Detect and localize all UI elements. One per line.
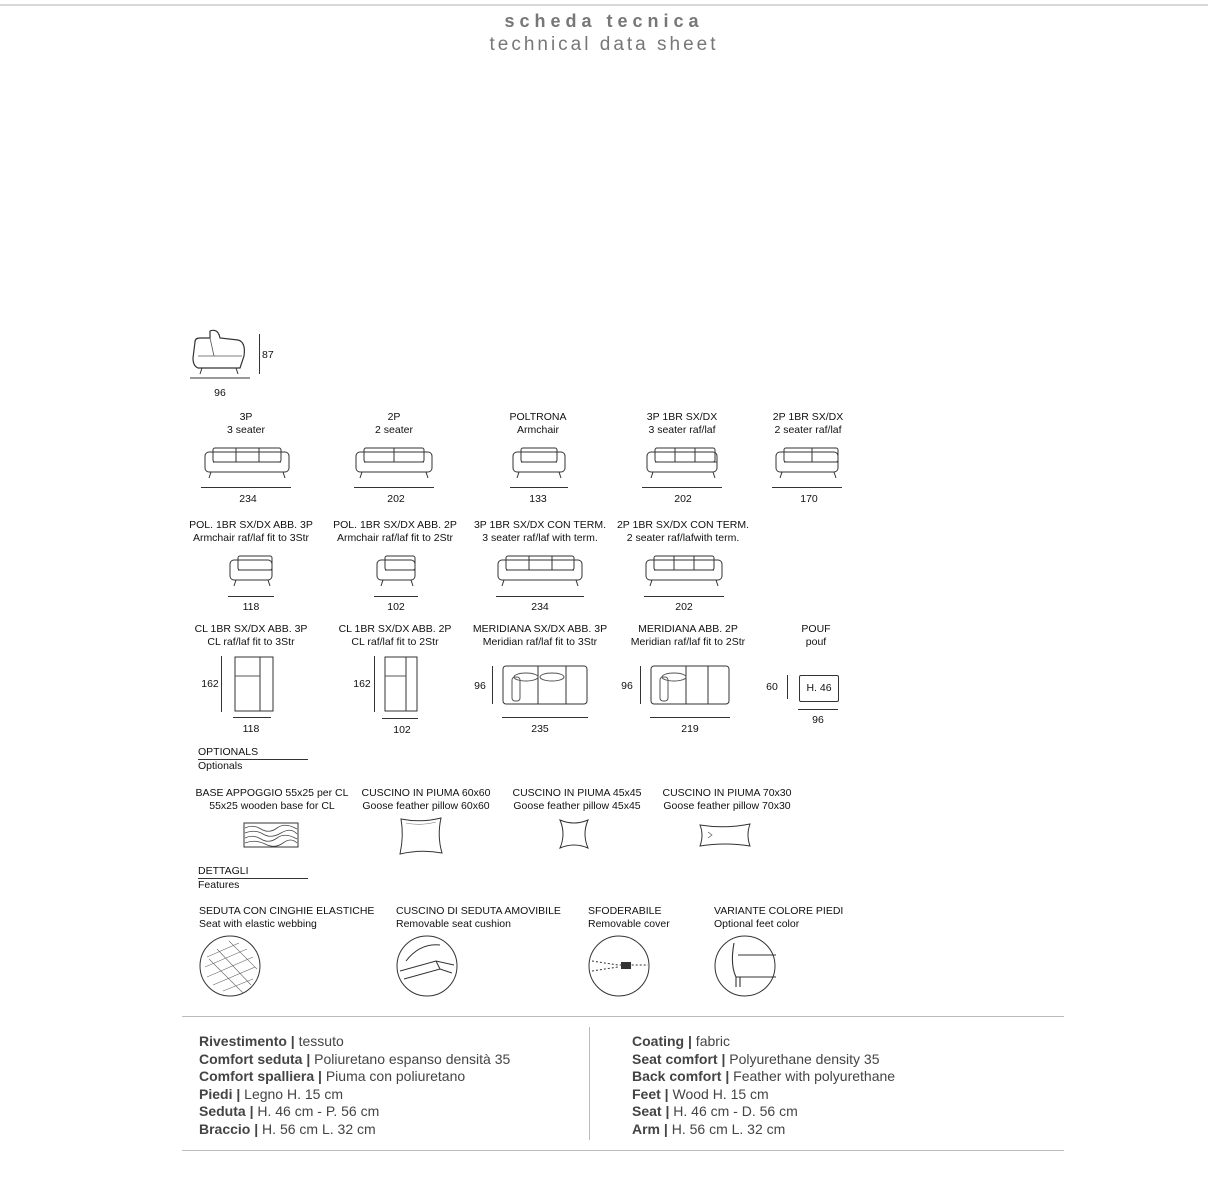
feature-elastic-webbing-label: SEDUTA CON CINGHIE ELASTICHE Seat with elastic webbing	[199, 905, 375, 930]
pillow-70-icon	[698, 822, 752, 848]
width-2p-1br: 170	[800, 493, 818, 505]
optional-pillow-70-label: CUSCINO IN PIUMA 70x30 Goose feather pillow 70x30	[662, 787, 792, 812]
specs-top-rule	[182, 1016, 1064, 1017]
width-3p-1br: 202	[674, 493, 692, 505]
depth-line-meridian-2p	[640, 666, 641, 704]
width-line-armchair	[510, 487, 568, 488]
model-2p-label: 2P 2 seater	[375, 411, 413, 436]
sofa-3p-drawing	[203, 444, 291, 480]
depth-meridian-3p: 96	[474, 680, 486, 692]
depth-line-pouf	[787, 675, 788, 699]
spec-row: Feet | Wood H. 15 cm	[632, 1085, 769, 1102]
width-line-pol-2p	[374, 596, 418, 597]
spec-row: Seat | H. 46 cm - D. 56 cm	[632, 1103, 798, 1119]
width-pol-3p: 118	[242, 601, 260, 613]
armchair-1br-3p-drawing	[228, 552, 274, 588]
zipper-icon	[588, 935, 650, 997]
feature-removable-cushion-label: CUSCINO DI SEDUTA AMOVIBILE Removable seat cushion	[396, 905, 561, 930]
armchair-1br-2p-drawing	[375, 552, 417, 588]
width-line-pol-3p	[228, 596, 274, 597]
height-dimension-line	[259, 334, 260, 374]
model-3p-label: 3P 3 seater	[227, 411, 265, 436]
sofa-2p-term-drawing	[644, 552, 724, 588]
depth-cl-2p: 162	[353, 678, 371, 690]
meridian-2p-drawing	[650, 665, 730, 705]
spec-row: Comfort spalliera | Piuma con poliuretano	[199, 1068, 466, 1084]
elastic-webbing-icon	[199, 935, 261, 997]
width-line-pouf	[798, 709, 838, 710]
specs-bottom-rule	[182, 1150, 1064, 1151]
sofa-2p-drawing	[354, 444, 434, 480]
depth-line-cl-3p	[221, 656, 222, 712]
optionals-heading: OPTIONALS Optionals	[198, 746, 308, 773]
depth-pouf: 60	[766, 681, 778, 693]
title-italian: scheda tecnica	[504, 11, 704, 31]
spec-row: Rivestimento | tessuto	[199, 1033, 344, 1049]
model-meridian-2p-label: MERIDIANA ABB. 2P Meridian raf/laf fit to 2Str	[630, 623, 746, 648]
sofa-2p-1br-drawing	[774, 444, 840, 480]
width-line-2p	[354, 487, 434, 488]
spec-row: Coating | fabric	[632, 1033, 731, 1049]
optional-pillow-60-label: CUSCINO IN PIUMA 60x60 Goose feather pillow 60x60	[361, 787, 491, 812]
spec-row: Seduta | H. 46 cm - P. 56 cm	[199, 1103, 380, 1119]
model-2p-1br-label: 2P 1BR SX/DX 2 seater raf/laf	[772, 411, 844, 436]
specs-english	[632, 1033, 895, 1138]
width-line-meridian-2p	[650, 717, 730, 718]
spec-row: Back comfort | Feather with polyurethane	[632, 1068, 896, 1084]
width-line-3p-1br	[642, 487, 722, 488]
width-line-3p-term	[496, 596, 584, 597]
model-cl-3p-label: CL 1BR SX/DX ABB. 3P CL raf/laf fit to 3Str	[194, 623, 308, 648]
feet-color-icon	[714, 935, 776, 997]
depth-line-cl-2p	[374, 656, 375, 712]
removable-cushion-icon	[396, 935, 458, 997]
width-pouf: 96	[812, 714, 824, 726]
optionals-rule	[198, 759, 308, 760]
chaise-longue-3p-drawing	[234, 656, 274, 712]
side-height: 87	[262, 349, 274, 361]
pillow-60-icon	[398, 816, 444, 856]
width-meridian-3p: 235	[531, 723, 549, 735]
model-3p-term-label: 3P 1BR SX/DX CON TERM. 3 seater raf/laf with term.	[473, 519, 607, 544]
optional-pillow-45-label: CUSCINO IN PIUMA 45x45 Goose feather pillow 45x45	[512, 787, 642, 812]
model-armchair-label: POLTRONA Armchair	[509, 411, 567, 436]
features-heading: DETTAGLI Features	[198, 865, 308, 892]
spec-row: Seat comfort | Polyurethane density 35	[632, 1050, 880, 1067]
sofa-3p-term-drawing	[496, 552, 584, 588]
spec-row: Piedi | Legno H. 15 cm	[199, 1085, 343, 1102]
specs-italian	[199, 1033, 510, 1138]
side-depth: 96	[214, 387, 226, 399]
width-2p: 202	[387, 493, 405, 505]
width-meridian-2p: 219	[681, 723, 699, 735]
wooden-base-icon	[243, 822, 299, 848]
width-line-meridian-3p	[502, 717, 588, 718]
width-3p-term: 234	[531, 601, 549, 613]
optional-wooden-base-label: BASE APPOGGIO 55x25 per CL 55x25 wooden base for CL	[195, 787, 349, 812]
specs-divider	[589, 1027, 590, 1140]
width-cl-2p: 102	[393, 724, 411, 736]
width-line-3p	[201, 487, 291, 488]
width-cl-3p: 118	[242, 723, 260, 735]
width-3p: 234	[239, 493, 257, 505]
pillow-45-icon	[557, 817, 591, 851]
spec-row: Arm | H. 56 cm L. 32 cm	[632, 1120, 786, 1137]
feature-removable-cover-label: SFODERABILE Removable cover	[588, 905, 670, 930]
meridian-3p-drawing	[502, 665, 588, 705]
width-line-cl-2p	[382, 718, 418, 719]
width-2p-term: 202	[675, 601, 693, 613]
armchair-drawing	[511, 444, 567, 480]
title-english: technical data sheet	[489, 34, 719, 55]
width-line-2p-1br	[772, 487, 842, 488]
model-pol-3p-label: POL. 1BR SX/DX ABB. 3P Armchair raf/laf fit to 3Str	[189, 519, 313, 544]
spec-row: Comfort seduta | Poliuretano espanso densità 35	[199, 1050, 511, 1067]
model-meridian-3p-label: MERIDIANA SX/DX ABB. 3P Meridian raf/laf fit to 3Str	[472, 623, 608, 648]
depth-meridian-2p: 96	[621, 680, 633, 692]
features-rule	[198, 878, 308, 879]
width-armchair: 133	[529, 493, 547, 505]
chaise-longue-2p-drawing	[384, 656, 418, 712]
model-3p-1br-label: 3P 1BR SX/DX 3 seater raf/laf	[646, 411, 718, 436]
model-cl-2p-label: CL 1BR SX/DX ABB. 2P CL raf/laf fit to 2Str	[338, 623, 452, 648]
feature-feet-color-label: VARIANTE COLORE PIEDI Optional feet color	[714, 905, 844, 930]
width-pol-2p: 102	[387, 601, 405, 613]
top-rule	[0, 4, 1208, 6]
depth-cl-3p: 162	[201, 678, 219, 690]
model-pol-2p-label: POL. 1BR SX/DX ABB. 2P Armchair raf/laf fit to 2Str	[333, 519, 457, 544]
spec-row: Braccio | H. 56 cm L. 32 cm	[199, 1120, 376, 1137]
model-pouf-label: POUF pouf	[801, 623, 831, 648]
pouf-height: H. 46	[806, 682, 832, 694]
sofa-side-view-drawing	[190, 328, 250, 380]
depth-line-meridian-3p	[492, 666, 493, 704]
model-2p-term-label: 2P 1BR SX/DX CON TERM. 2 seater raf/lafwith term.	[616, 519, 750, 544]
width-line-2p-term	[644, 596, 724, 597]
width-line-cl-3p	[233, 717, 271, 718]
sofa-3p-1br-drawing	[645, 444, 719, 480]
